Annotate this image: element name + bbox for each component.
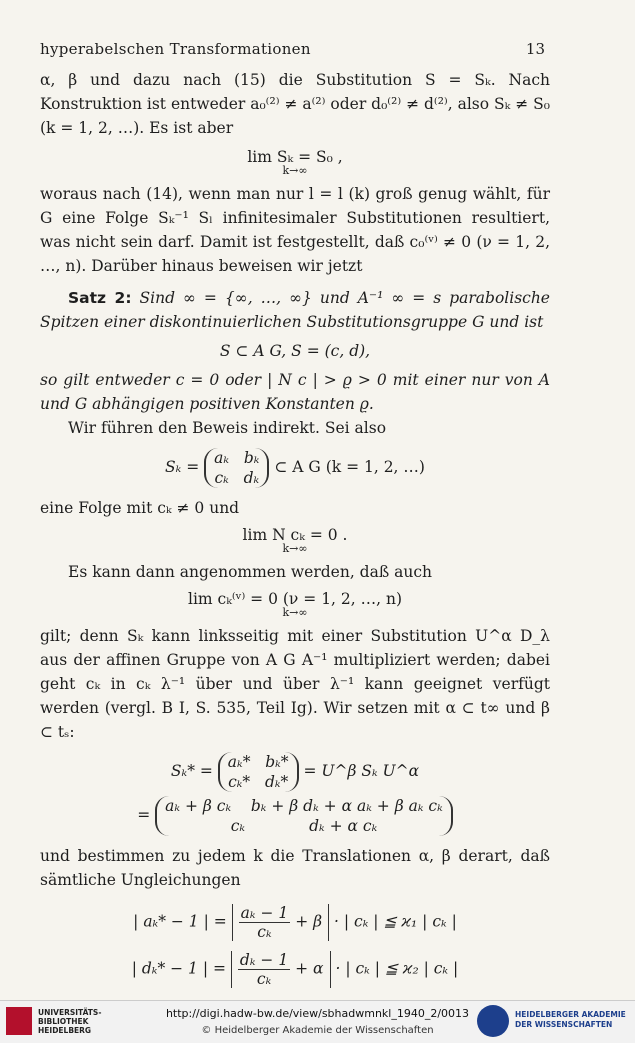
paragraph-1: α, β und dazu nach (15) die Substitution S = Sₖ. Nach Konstruktion ist entweder a₀⁽²⁾ ≠ a⁽²⁾ oder d₀⁽²⁾ ≠ d⁽²⁾, also Sₖ ≠ S₀ (k = 1, 2, …). Es ist aber — [40, 71, 550, 137]
matrix-sk-star-b: bₖ* — [265, 753, 289, 771]
inequality-a-right: · | cₖ | ≦ ϰ₁ | cₖ | — [334, 912, 457, 931]
fraction-a — [239, 904, 291, 941]
matrix-expanded-d: dₖ + α cₖ — [309, 817, 378, 835]
matrix-expanded — [155, 796, 453, 836]
library-logo-text: UNIVERSITÄTS- BIBLIOTHEK HEIDELBERG — [38, 1008, 102, 1035]
equation-expanded-eq: = — [137, 806, 151, 824]
equation-lim-s-main: lim Sₖ = S₀ , — [247, 148, 343, 166]
matrix-sk — [204, 448, 269, 488]
fraction-d — [238, 951, 290, 988]
equation-sk-star — [40, 752, 550, 792]
matrix-sk-d: dₖ — [243, 469, 260, 487]
equation-lim-ck-main: lim cₖ⁽ᵛ⁾ = 0 (ν = 1, 2, …, n) — [187, 590, 403, 608]
matrix-expanded-a: aₖ + β cₖ — [165, 797, 232, 815]
paragraph-5: Es kann dann angenommen werden, daß auch — [68, 563, 433, 581]
inequality-a-left: | aₖ* − 1 | = — [133, 912, 227, 931]
inequality-a-abs — [232, 904, 329, 941]
theorem-2 — [40, 286, 550, 334]
equation-lim-nc-main: lim N cₖ = 0 . — [242, 526, 348, 544]
inequality-d-tail: + α — [295, 959, 324, 978]
equation-s-subset: S ⊂ A G, S = (c, d), — [219, 342, 371, 360]
matrix-sk-b: bₖ — [243, 449, 260, 467]
academy-seal-icon — [477, 1005, 509, 1037]
inequality-d — [40, 951, 550, 988]
equation-sk-matrix — [40, 448, 550, 488]
matrix-sk-a: aₖ — [214, 449, 230, 467]
equation-lim-ck — [40, 588, 550, 618]
matrix-expanded-b: bₖ + β dₖ + α aₖ + β aₖ cₖ — [250, 797, 443, 815]
equation-lim-nc — [40, 524, 550, 554]
fraction-a-num: aₖ − 1 — [240, 904, 289, 922]
academy-logo-text: HEIDELBERGER AKADEMIE DER WISSENSCHAFTEN — [515, 1010, 626, 1029]
inequality-d-left: | dₖ* − 1 | = — [131, 959, 226, 978]
matrix-sk-star-c: cₖ* — [228, 773, 251, 791]
matrix-sk-star-d: dₖ* — [264, 773, 289, 791]
copyright-notice: © Heidelberger Akademie der Wissenschaften — [201, 1025, 434, 1036]
fraction-d-num: dₖ − 1 — [239, 951, 289, 969]
paragraph-3: Wir führen den Beweis indirekt. Sei also — [68, 419, 387, 437]
equation-lim-s — [40, 146, 550, 176]
fraction-a-den: cₖ — [257, 923, 272, 941]
equation-sk-left: Sₖ = — [165, 458, 200, 476]
matrix-sk-star — [218, 752, 299, 792]
paragraph-4: eine Folge mit cₖ ≠ 0 und — [40, 499, 240, 517]
equation-sk-star-left: Sₖ* = — [170, 762, 213, 780]
equation-sk-star-expanded — [40, 796, 550, 836]
theorem-text-2: so gilt entweder c = 0 oder | N c | > ϱ > 0 mit einer nur von A und G abhängigen positiven Konstanten ϱ. — [40, 371, 550, 413]
inequality-d-abs — [231, 951, 331, 988]
academy-logo[interactable] — [477, 1005, 627, 1039]
inequality-a — [40, 904, 550, 941]
equation-lim-s-sub: k→∞ — [282, 164, 308, 177]
body-text — [40, 68, 550, 988]
paragraph-7: und bestimmen zu jedem k die Translationen α, β derart, daß sämtliche Ungleichungen — [40, 847, 550, 889]
inequality-d-right: · | cₖ | ≦ ϰ₂ | cₖ | — [335, 959, 459, 978]
paragraph-6: gilt; denn Sₖ kann linksseitig mit einer Substitution U^α D_λ aus der affinen Gruppe von A G A⁻¹ multipliziert werden; dabei geht cₖ in cₖ λ⁻¹ über und über λ⁻¹ kann geeignet verfügt werden (vergl. B I, S. 535, Teil Ig). Wir setzen mit α ⊂ t∞ und β ⊂ tₛ: — [40, 627, 550, 741]
running-title: hyperabelschen Transformationen — [40, 40, 311, 58]
page-number: 13 — [525, 40, 545, 58]
matrix-sk-c: cₖ — [214, 469, 229, 487]
matrix-sk-star-a: aₖ* — [227, 753, 251, 771]
equation-sk-star-right: = U^β Sₖ U^α — [303, 762, 420, 780]
permalink-url[interactable]: http://digi.hadw-bw.de/view/sbhadwmnkl_1940_2/0013 — [165, 1007, 470, 1020]
equation-sk-right: ⊂ A G (k = 1, 2, …) — [274, 458, 425, 476]
paragraph-2: woraus nach (14), wenn man nur l = l (k) groß genug wählt, für G eine Folge Sₖ⁻¹ Sₗ infinitesimaler Substitutionen resultiert, was nicht sein darf. Damit ist festgestellt, daß c₀⁽ᵛ⁾ ≠ 0 (ν = 1, 2, …, n). Darüber hinaus beweisen wir jetzt — [40, 185, 550, 275]
fraction-d-den: cₖ — [256, 970, 272, 988]
matrix-expanded-c: cₖ — [230, 817, 246, 835]
theorem-label: Satz 2: — [68, 289, 132, 307]
inequality-a-tail: + β — [295, 912, 323, 931]
equation-lim-nc-sub: k→∞ — [282, 542, 308, 555]
equation-lim-ck-sub: k→∞ — [282, 606, 308, 619]
footer-bar — [0, 1000, 635, 1043]
theorem-text: Sind ∞ = {∞, …, ∞} und A⁻¹ ∞ = s parabolische Spitzen einer diskontinuierlichen Substitutionsgruppe G und ist — [40, 289, 550, 331]
